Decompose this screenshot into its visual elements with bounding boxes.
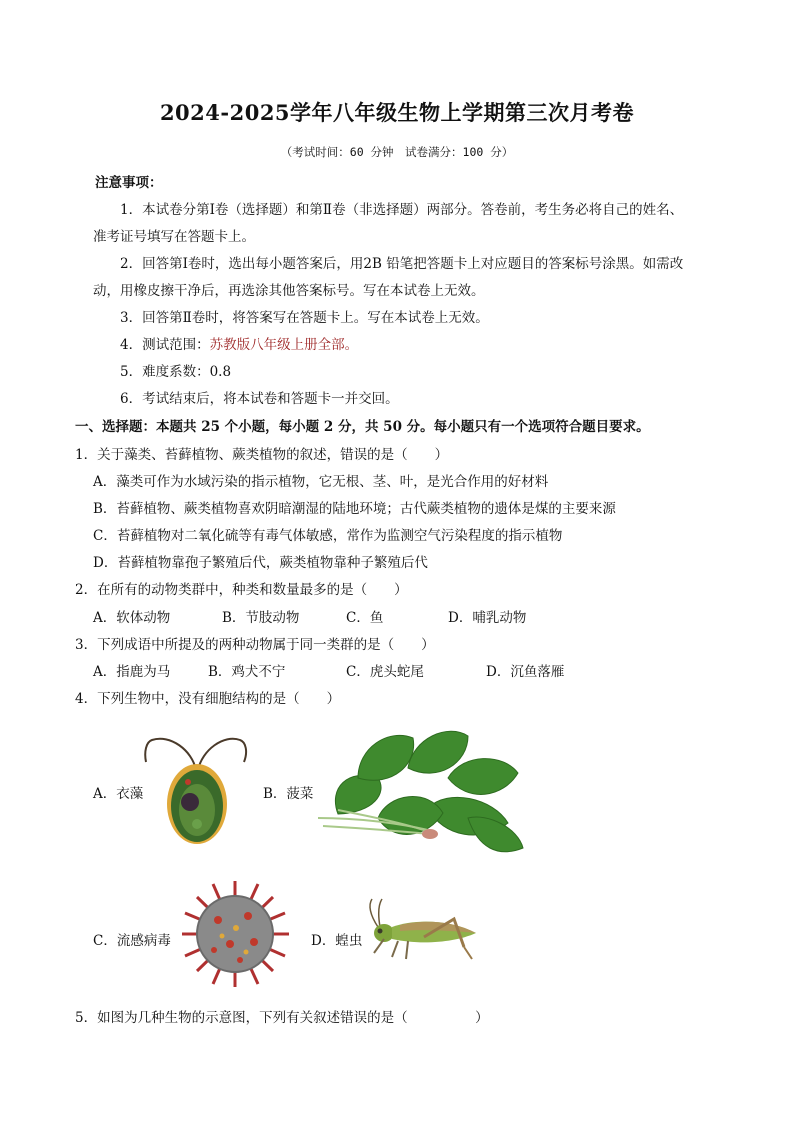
q3-stem: 3．下列成语中所提及的两种动物属于同一类群的是（ ） (75, 637, 435, 653)
q2-option-d: D．哺乳动物 (448, 610, 527, 626)
notes-heading: 注意事项： (95, 175, 163, 191)
q3-option-d: D．沉鱼落雁 (486, 664, 565, 680)
note-4-scope: 苏教版八年级上册全部。 (209, 337, 359, 353)
page-title: 2024-2025学年八年级生物上学期第三次月考卷 (159, 100, 635, 125)
q3-option-a: A．指鹿为马 (93, 664, 171, 680)
spinach-image (318, 718, 528, 864)
q4-stem: 4．下列生物中，没有细胞结构的是（ ） (75, 691, 341, 707)
grasshopper-image (364, 897, 480, 967)
chlamydomonas-image (140, 730, 252, 846)
note-1b: 准考证号填写在答题卡上。 (93, 229, 255, 245)
q5-stem: 5．如图为几种生物的示意图，下列有关叙述错误的是（ ） (75, 1010, 489, 1026)
q2-option-a: A．软体动物 (93, 610, 171, 626)
q3-option-c: C．虎头蛇尾 (346, 664, 424, 680)
q1-option-b: B．苔藓植物、蕨类植物喜欢阴暗潮湿的陆地环境；古代蕨类植物的遗体是煤的主要来源 (93, 501, 616, 517)
note-4-prefix: 4．测试范围： (120, 337, 210, 353)
q3-option-b: B．鸡犬不宁 (208, 664, 286, 680)
note-4 (120, 333, 358, 353)
q2-option-c: C．鱼 (346, 610, 384, 626)
section-1-heading: 一、选择题：本题共 25 个小题，每小题 2 分，共 50 分。每小题只有一个选项符合题目要求。 (75, 419, 650, 435)
note-5: 5．难度系数：0.8 (120, 364, 232, 380)
q2-option-b: B．节肢动物 (222, 610, 300, 626)
q1-stem: 1．关于藻类、苔藓植物、蕨类植物的叙述，错误的是（ ） (75, 447, 449, 463)
note-1a: 1．本试卷分第Ⅰ卷（选择题）和第Ⅱ卷（非选择题）两部分。答卷前，考生务必将自己的姓名、 (120, 202, 684, 218)
note-6: 6．考试结束后，将本试卷和答题卡一并交回。 (120, 391, 399, 407)
q4-option-a: A．衣藻 (93, 786, 144, 802)
q4-option-b: B．菠菜 (263, 786, 314, 802)
exam-info: （考试时间：60 分钟 试卷满分：100 分） (280, 145, 514, 159)
q1-option-c: C．苔藓植物对二氧化硫等有毒气体敏感，常作为监测空气污染程度的指示植物 (93, 528, 563, 544)
q1-option-d: D．苔藓植物靠孢子繁殖后代，蕨类植物靠种子繁殖后代 (93, 555, 428, 571)
note-3: 3．回答第Ⅱ卷时，将答案写在答题卡上。写在本试卷上无效。 (120, 310, 489, 326)
q2-stem: 2．在所有的动物类群中，种类和数量最多的是（ ） (75, 582, 408, 598)
q4-option-d: D．蝗虫 (311, 933, 363, 949)
q1-option-a: A．藻类可作为水域污染的指示植物，它无根、茎、叶，是光合作用的好材料 (93, 474, 549, 490)
note-2a: 2．回答第Ⅰ卷时，选出每小题答案后，用2B 铅笔把答题卡上对应题目的答案标号涂黑。如需改 (120, 256, 684, 272)
q4-option-c: C．流感病毒 (93, 933, 171, 949)
note-2b: 动，用橡皮擦干净后，再选涂其他答案标号。写在本试卷上无效。 (93, 283, 485, 299)
virus-image (178, 878, 293, 990)
